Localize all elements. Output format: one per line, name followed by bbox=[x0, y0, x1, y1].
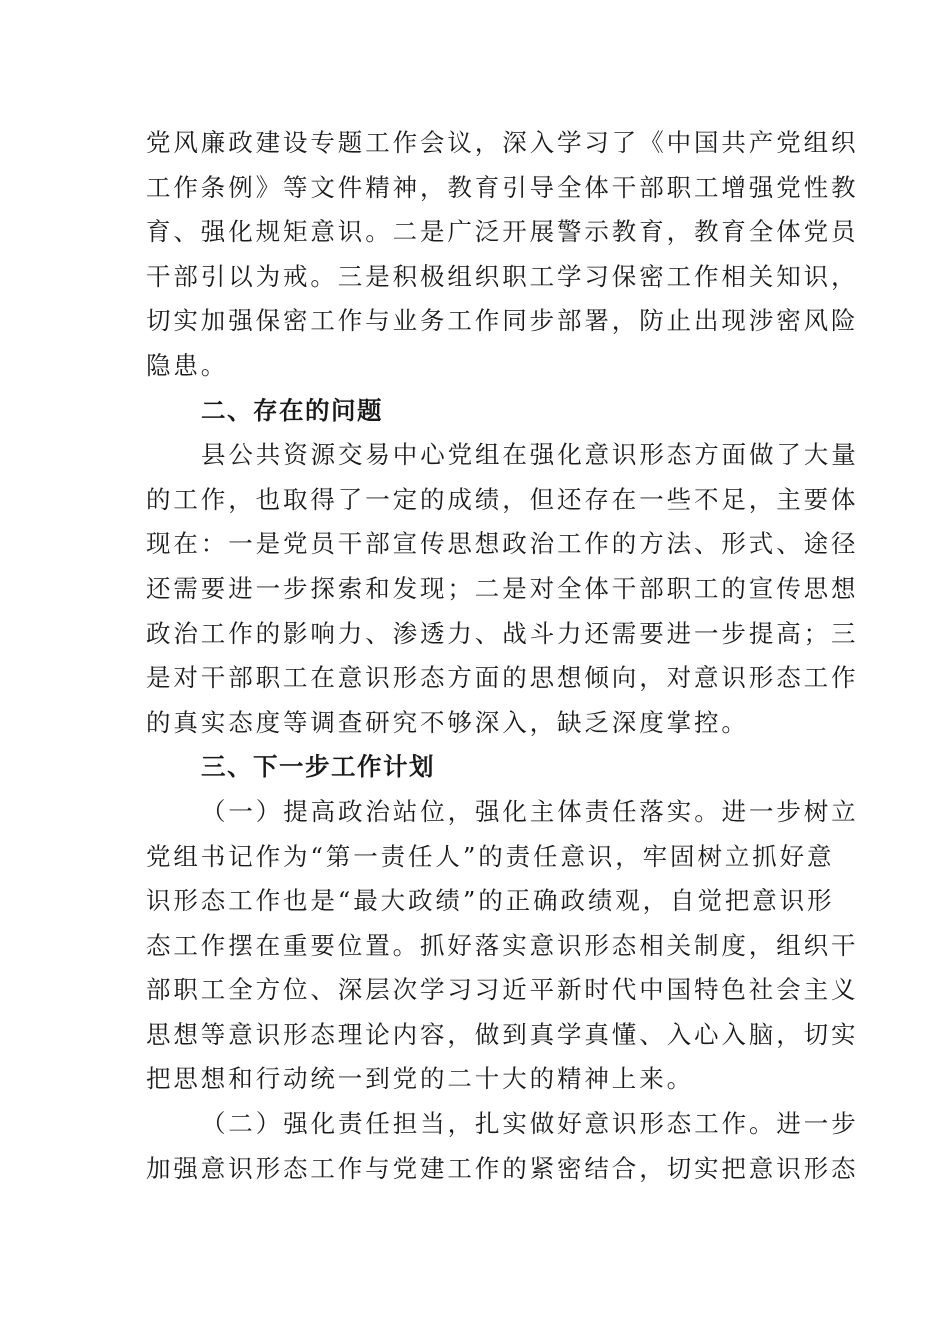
paragraph-line: 切实加强保密工作与业务工作同步部署，防止出现涉密风险 bbox=[146, 306, 859, 336]
paragraph-line: 的真实态度等调查研究不够深入，缺乏深度掌控。 bbox=[146, 707, 749, 737]
paragraph-line: 的工作，也取得了一定的成绩，但还存在一些不足，主要体 bbox=[146, 484, 859, 514]
paragraph-line: 党组书记作为“第一责任人”的责任意识，牢固树立抓好意 bbox=[146, 841, 835, 871]
paragraph-line: （二）强化责任担当，扎实做好意识形态工作。进一步 bbox=[201, 1109, 859, 1139]
paragraph-line: （一）提高政治站位，强化主体责任落实。进一步树立 bbox=[201, 796, 859, 826]
paragraph-line: 政治工作的影响力、渗透力、战斗力还需要进一步提高；三 bbox=[146, 618, 859, 648]
paragraph-line: 识形态工作也是“最大政绩”的正确政绩观，自觉把意识形 bbox=[146, 886, 835, 916]
paragraph-line: 现在：一是党员干部宣传思想政治工作的方法、形式、途径 bbox=[146, 529, 859, 559]
paragraph-line: 党风廉政建设专题工作会议，深入学习了《中国共产党组织 bbox=[146, 128, 859, 157]
paragraph-line: 还需要进一步探索和发现；二是对全体干部职工的宣传思想 bbox=[146, 573, 859, 603]
paragraph-line: 干部引以为戒。三是积极组织职工学习保密工作相关知识， bbox=[146, 261, 859, 291]
paragraph-line: 育、强化规矩意识。二是广泛开展警示教育，教育全体党员 bbox=[146, 217, 859, 247]
paragraph-line: 工作条例》等文件精神，教育引导全体干部职工增强党性教 bbox=[146, 172, 859, 202]
paragraph-line: 是对干部职工在意识形态方面的思想倾向，对意识形态工作 bbox=[146, 663, 859, 693]
document-page bbox=[146, 121, 859, 1191]
paragraph-line: 思想等意识形态理论内容，做到真学真懂、入心入脑，切实 bbox=[146, 1019, 859, 1049]
paragraph-line: 加强意识形态工作与党建工作的紧密结合，切实把意识形态 bbox=[146, 1153, 859, 1183]
paragraph-line: 把思想和行动统一到党的二十大的精神上来。 bbox=[146, 1064, 694, 1094]
section-heading-next-steps: 三、下一步工作计划 bbox=[201, 752, 435, 782]
paragraph-line: 部职工全方位、深层次学习习近平新时代中国特色社会主义 bbox=[146, 975, 859, 1005]
section-heading-problems: 二、存在的问题 bbox=[201, 395, 383, 425]
paragraph-line: 县公共资源交易中心党组在强化意识形态方面做了大量 bbox=[201, 440, 859, 470]
paragraph-line: 态工作摆在重要位置。抓好落实意识形态相关制度，组织干 bbox=[146, 930, 859, 960]
paragraph-line: 隐患。 bbox=[146, 350, 229, 380]
